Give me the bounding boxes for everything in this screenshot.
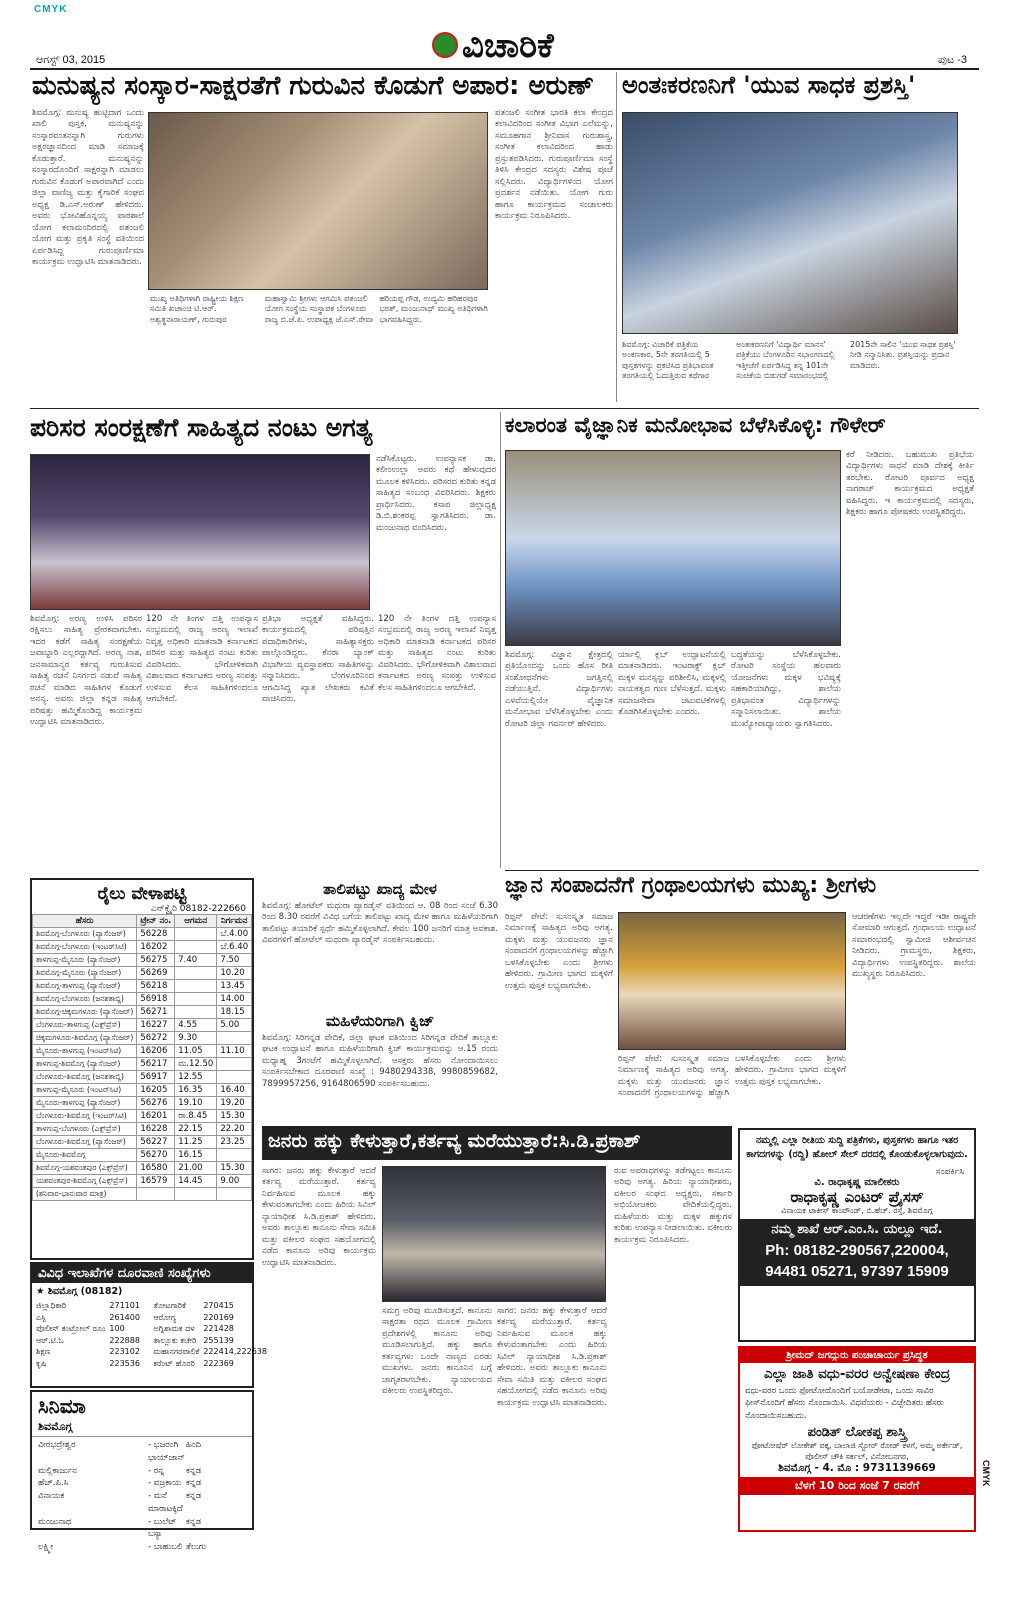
train-row	[33, 1188, 252, 1201]
phone-number: 222888	[109, 1335, 140, 1345]
theatre-name: ಲಕ್ಷ್ಮೀ	[38, 1542, 54, 1552]
ad-contact: ಸಂಪರ್ಕಿಸಿ	[935, 1166, 964, 1177]
train-cell: 56917	[137, 1071, 175, 1084]
train-cell: 14.00	[217, 993, 252, 1006]
train-cell: 56218	[137, 980, 175, 993]
train-row	[33, 1084, 252, 1097]
quiz-text: ಶಿವಮೊಗ್ಗ: ಸಿರಿಗನ್ನಡ ವೇದಿಕೆ, ಜಿಲ್ಲಾ ಘಟಕ ವತಿಯಿಂದ ಸಿರಿಗನ್ನಡ ವೇದಿಕೆ ತಾಲ್ಲೂಕು ಘಟಕ ಉದ್ಘಾಟನೆ ಹಾಗೂ ಮಹಿಳೆಯರಿಗಾಗಿ ಕ್ವಿಜ್ ಕಾರ್ಯಕ್ರಮವನ್ನು ಆ.15 ರಂದು ಮಧ್ಯಾಹ್ನ 3ಗಂಟೆಗೆ ಹಮ್ಮಿಕೊಳ್ಳಲಾಗಿದೆ. ಆಸಕ್ತರು ಹೆಸರು ನೋಂದಾಯಿಸಲು ಸಂಪರ್ಕಿಸಬೇಕಾದ ದೂರವಾಣಿ ಸಂಖ್ಯೆ : 9480294338, 9980859682, 7899957256, 9164806590 ಸಂಪರ್ಕಿಸಬಹುದು.	[262, 1033, 498, 1089]
train-cell: ಮ.12.50	[175, 1058, 217, 1071]
cinema-city: ಶಿವಮೊಗ್ಗ	[32, 1420, 252, 1437]
train-cell: 16205	[137, 1084, 175, 1097]
train-cell: 11.25	[175, 1136, 217, 1149]
story6-col2: ಸಮಗ್ರ ಅರಿವು ಮೂಡಿಸುತ್ತದೆ. ಕಾನೂನು ಸಾಕ್ಷರತಾ ರಥದ ಮೂಲಕ ಗ್ರಾಮೀಣ ಪ್ರದೇಶಗಳಲ್ಲಿ ಕಾನೂನು ಅರಿವು ಮೂಡಿಸಲಾಗುತ್ತಿದೆ. ಹಕ್ಕು ಹಾಗೂ ಕರ್ತವ್ಯಗಳು ಒಂದೇ ನಾಣ್ಯದ ಎರಡು ಮುಖಗಳು. ಜನರು ಕಾನೂನಿನ ಬಗ್ಗೆ ಜಾಗೃತರಾಗಬೇಕು. ನ್ಯಾಯಾಲಯದ ವಕೀಲರು ಉಪಸ್ಥಿತರಿದ್ದರು.	[382, 1306, 492, 1397]
movie-language: ಕನ್ನಡ	[186, 1465, 202, 1476]
theatre-name: ಮಂಜುನಾಥ	[38, 1516, 72, 1527]
train-cell: 18.15	[217, 1006, 252, 1019]
train-cell: 56271	[137, 1006, 175, 1019]
train-cell: 16.35	[175, 1084, 217, 1097]
train-cell: 56228	[137, 928, 175, 941]
story3-col1: ಶಿವಮೊಗ್ಗ: ಅರಣ್ಯ ಉಳಿಸಿ ಪರಿಸರ ರಕ್ಷಿಸಲು ಸಾಹಿತ್ಯ ಪ್ರೇರಕವಾಗಬೇಕು. ಇದರ ಕಡೆಗೆ ಸಾಹಿತ್ಯ ಸಂರಕ್ಷಣೆಯ ಜವಾಬ್ದಾರಿ ಎಲ್ಲರದ್ದಾಗಿದೆ. ಅರಣ್ಯ ನಾಶ, ಜನಸಾಮಾನ್ಯರ ಕರ್ತವ್ಯ ಗುರುತಿಸುವ ಸಾಹಿತ್ಯ ರಚನೆ ನಿಸರ್ಗದ ನಡುವೆ ಸಾಹಿತ್ಯ ರಚನೆ ಮಾಡಿದ ಸಾಹಿತಿಗಳ ಕೊಡುಗೆ ಅನನ್ಯ. ಅವರು ಜಿಲ್ಲಾ ಕನ್ನಡ ಸಾಹಿತ್ಯ ಪರಿಷತ್ತು ಹಮ್ಮಿಕೊಂಡಿದ್ದ ಕಾರ್ಯಕ್ರಮ ಉದ್ಘಾಟಿಸಿ ಮಾತನಾಡಿದರು.	[30, 614, 142, 728]
story1-caption: ಮುಖ್ಯ ಅತಿಥಿಗಳಾಗಿ ರಾಷ್ಟ್ರೀಯ ಶಿಕ್ಷಣ ಸಮಿತಿ ಖಜಾಂಚಿ ಟಿ.ಆರ್. ಅಶ್ವತ್ಥನಾರಾಯಣ್, ಗುರುಪುರ ಮಹಾಸ್ವಾಮಿ ಶ್ರೀಗಳು ಆಗಮಿಸಿ ಪತಂಜಲಿ ಯೋಗ ಸಂಸ್ಥೆಯ ಸಂಸ್ಥಾಪಕ ಬೆಂಗಳೂರು ರಾಜ್ಯ ಬಿ.ಜೆ.ಪಿ. ಉಪಾಧ್ಯಕ್ಷ ಜೆ.ಎಸ್.ರೇವಾ ಹರಿಯಪ್ಪ ಗೌಡ, ಉದ್ಯಮಿ ಹರಿಹರಪುರ ಭರತ್, ಮಂಜುನಾಥ್ ಮುಖ್ಯ ಅತಿಥಿಗಳಾಗಿ ಭಾಗವಹಿಸಿದ್ದರು.	[150, 294, 488, 324]
phone-number: 223102	[109, 1347, 140, 1357]
phone-dept: ತಾಲ್ಲೂಕು ಕಚೇರಿ	[153, 1335, 197, 1345]
story2-photo	[622, 112, 958, 334]
phone-number: 223536	[109, 1358, 140, 1368]
train-cell: ಶಿವಮೊಗ್ಗ-ತಾಳಗುಪ್ಪ (ಪ್ಯಾಸೆಂಜರ್)	[33, 980, 137, 993]
train-cell	[217, 1058, 252, 1071]
train-cell: ಶಿವಮೊಗ್ಗ-ಬೆಂಗಳೂರು (ಪ್ಯಾಸೆಂಜರ್)	[33, 928, 137, 941]
train-cell: ಬೆಂಗಳೂರು-ಶಿವಮೊಗ್ಗ (ಇಂಟರ್‌ಸಿಟಿ)	[33, 1110, 137, 1123]
ad-matrimony-address: ಫೋಟೋಷೆರ್ ಲೋಕೇಶ್ ಪಕ್ಕ, ಬಾಲಾಜಿ ಸ್ಟೋರ್ ರೋಡ್ ಕಳಗೆ, ಅಮ್ಮ ಅರ್ಕೇಡ್, ಪೊಲೀಸ್ ಚೌಕಿ ಸರ್ಕಲ್, ವಿನೋಬನಗರ,	[751, 1440, 963, 1462]
train-header: ಆಗಮನ	[175, 915, 217, 928]
train-row	[33, 1019, 252, 1032]
train-cell: 14.45	[175, 1175, 217, 1188]
story3-col4: ನಡೆಸಿಕೊಟ್ಟರು. ಉಪನ್ಯಾಸಕ ಡಾ. ಕಲೀಂಉಲ್ಲಾ ಅವರು ಕಥೆ ಹೇಳುವುದರ ಮೂಲಕ ಕಳಿಸಿದರು. ಪರಿಸರದ ಕುರಿತು ಕನ್ನಡ ಸಾಹಿತ್ಯದ ಸಂಬಂಧ ವಿವರಿಸಿದರು. ಶಿಕ್ಷಕರು ಪ್ರಾರ್ಥಿಸಿದರು. ಕಸಾಪ ಜಿಲ್ಲಾಧ್ಯಕ್ಷ ಡಿ.ಬಿ.ಶಂಕರಪ್ಪ ಸ್ವಾಗತಿಸಿದರು. ಡಾ. ಮಂಜುನಾಥ ವಂದಿಸಿದರು.	[376, 454, 496, 533]
ad-firm: ರಾಧಾಕೃಷ್ಣ ಎಂಟರ್ ಪ್ರೈಸಸ್	[790, 1187, 924, 1206]
theatre-name: ವೀರಭದ್ರೇಶ್ವರ	[38, 1440, 76, 1450]
story3-headline: ಪರಿಸರ ಸಂರಕ್ಷಣೆಗೆ ಸಾಹಿತ್ಯದ ನಂಟು ಅಗತ್ಯ	[30, 413, 373, 442]
train-row	[33, 1162, 252, 1175]
story6-headline: ಜನರು ಹಕ್ಕು ಕೇಳುತ್ತಾರೆ,ಕರ್ತವ್ಯ ಮರೆಯುತ್ತಾರೆ:ಸಿ.ಡಿ.ಪ್ರಕಾಶ್	[268, 1130, 641, 1152]
train-cell: 12.55	[175, 1071, 217, 1084]
train-cell: 16201	[137, 1110, 175, 1123]
train-row	[33, 980, 252, 993]
train-row	[33, 1175, 252, 1188]
story4-col2: ರ್ಯಾಲ್ಲಿ ಕ್ಲಬ್ ಉದ್ಘಾಟನೆಯಲ್ಲಿ ಮಾತನಾಡಿದರು. ಇಂಟರಾಕ್ಟ್ ಕ್ಲಬ್ ಮಕ್ಕಳ ಮನಸ್ಸನ್ನು ಪರಿಶೀಲಿಸಿ, ಮಕ್ಕಳಲ್ಲಿ ನಾಯಕತ್ವದ ಗುಣ ಬೆಳೆಸುತ್ತದೆ. ಮಕ್ಕಳು ಸಮಾಜಸೇವಾ ಚಟುವಟಿಕೆಗಳಲ್ಲಿ ತೊಡಗಿಸಿಕೊಳ್ಳಬೇಕು ಎಂದರು.	[618, 650, 726, 718]
phone-dept: ಅಗ್ನಿಶಾಮಕ ದಳ	[153, 1324, 195, 1334]
theatre-name: ವಿನಾಯಕ	[38, 1491, 65, 1501]
train-cell: 56918	[137, 993, 175, 1006]
train-row	[33, 1136, 252, 1149]
divider	[616, 72, 617, 402]
theatre-name: ಹೆಚ್.ಪಿ.ಸಿ	[38, 1478, 69, 1489]
train-cell	[137, 1188, 175, 1201]
train-cell	[175, 928, 217, 941]
phone-dept: ಆರ್.ಟಿ.ಓ	[36, 1335, 64, 1345]
train-cell: 15.30	[217, 1162, 252, 1175]
train-cell: ಮೈಸೂರು-ತಾಳಗುಪ್ಪ (ಪ್ಯಾಸೆಂಜರ್)	[33, 1097, 137, 1110]
scrap-paper-ad	[738, 1128, 976, 1342]
phone-number: 222414,222638	[203, 1347, 267, 1357]
train-row	[33, 1058, 252, 1071]
train-table	[32, 914, 252, 1201]
train-cell: 10.20	[217, 967, 252, 980]
movie-title: - ಮನೆ ಮಾರಾಟಕ್ಕಿದೆ	[148, 1491, 183, 1514]
issue-date: ಆಗಸ್ಟ್ 03, 2015	[36, 54, 106, 66]
masthead-logo-icon	[432, 32, 458, 58]
cinema-row	[38, 1477, 246, 1490]
story5-photo	[618, 912, 846, 1050]
phone-dept: ಕೃಷಿ	[36, 1358, 47, 1368]
train-row	[33, 954, 252, 967]
mela-title: ತಾಲಿಪಟ್ಟು ಖಾದ್ಯ ಮೇಳ	[323, 880, 437, 898]
ad-owner: ವಿ. ರಾಧಾಕೃಷ್ಣ ಮಾಲೀಕರು	[814, 1176, 900, 1188]
story4-col4: ಕರೆ ನೀಡಿದರು. ಬಹುಮುಖ ಪ್ರತಿಭೆಯ ವಿದ್ಯಾರ್ಥಿಗಳು ಸಾಧನೆ ಮಾಡಿ ದೇಶಕ್ಕೆ ಕೀರ್ತಿ ತರಬೇಕು. ರೋಟರಿ ಪೂರ್ವದ ಅಧ್ಯಕ್ಷ ನಾಗರಾಜ್ ಕಾರ್ಯಕ್ರಮದ ಅಧ್ಯಕ್ಷತೆ ವಹಿಸಿದ್ದರು. ಇ ಕಾರ್ಯಕ್ರಮದಲ್ಲಿ ಸದಸ್ಯರು, ಶಿಕ್ಷಕರು ಹಾಗೂ ಪೋಷಕರು ಉಪಸ್ಥಿತರಿದ್ದರು.	[846, 450, 974, 518]
train-cell: ತಾಳಗುಪ್ಪ-ಶಿವಮೊಗ್ಗ (ಪ್ಯಾಸೆಂಜರ್)	[33, 1058, 137, 1071]
phones-code: ★ ಶಿವಮೊಗ್ಗ (08182)	[36, 1286, 123, 1297]
train-cell: 22.15	[175, 1123, 217, 1136]
ad-matrimony-title: ಎಲ್ಲಾ ಜಾತಿ ವಧು-ವರರ ಅನ್ವೇಷಣಾ ಕೇಂದ್ರ	[763, 1366, 951, 1382]
phone-number: 100	[109, 1324, 125, 1334]
train-cell: ಯಶವಂತಪುರ-ಶಿವಮೊಗ್ಗ (ಎಕ್ಸ್‌ಪ್ರೆಸ್)	[33, 1175, 137, 1188]
ad-firm-address: ವಿನಾಯಕ ಟಾಕೀಸ್ ಕಾಂಪೌಂಡ್, ಬಿ.ಹೆಚ್. ರಸ್ತೆ, ಶಿವಮೊಗ್ಗ	[781, 1205, 933, 1215]
train-cell: 4.55	[175, 1019, 217, 1032]
train-row	[33, 1123, 252, 1136]
story1-photo	[148, 112, 488, 290]
story6-col2b: ಸಾಗರ: ಜನರು ಹಕ್ಕು ಕೇಳುತ್ತಾರೆ ಆದರೆ ಕರ್ತವ್ಯ ಮರೆಯುತ್ತಾರೆ. ಕರ್ತವ್ಯ ನಿರ್ವಹಿಸುವ ಮೂಲಕ ಹಕ್ಕು ಕೇಳುವಂತಾಗಬೇಕು ಎಂದು ಹಿರಿಯ ಸಿವಿಲ್ ನ್ಯಾಯಾಧೀಶ ಸಿ.ಡಿ.ಪ್ರಕಾಶ್ ಹೇಳಿದರು. ಅವರು ತಾಲ್ಲೂಕು ಕಾನೂನು ಸೇವಾ ಸಮಿತಿ ಮತ್ತು ವಕೀಲರ ಸಂಘದ ಸಹಯೋಗದಲ್ಲಿ ನಡೆದ ಕಾನೂನು ಅರಿವು ಕಾರ್ಯಕ್ರಮ ಉದ್ಘಾಟಿಸಿ ಮಾತನಾಡಿದರು.	[497, 1306, 607, 1408]
divider	[500, 412, 501, 868]
train-cell: 11.10	[217, 1045, 252, 1058]
story2-headline: ಅಂತಃಕರಣನಿಗೆ 'ಯುವ ಸಾಧಕ ಪ್ರಶಸ್ತಿ'	[622, 71, 916, 99]
train-cell: 16579	[137, 1175, 175, 1188]
train-cell: ಶಿವಮೊಗ್ಗ-ಯಶವಂತಪುರ (ಎಕ್ಸ್‌ಪ್ರೆಸ್)	[33, 1162, 137, 1175]
story1-col1: ಶಿವಮೊಗ್ಗ: ಮನುಷ್ಯ ಹುಟ್ಟಿದಾಗ ಒಂದು ಖಾಲಿ ಪುಸ್ತಕ, ಮನುಷ್ಯನನ್ನು ಸಂಸ್ಕಾರವಂತನನ್ನಾಗಿ ಗುರುಗಳು ಅಕ್ಷರಜ್ಞಾನದಿಂದ ಮಾಡಿ ಸಮಾಜಕ್ಕೆ ಕೊಡುತ್ತಾರೆ. ಮನುಷ್ಯನನ್ನು ಸಂಸ್ಕಾರದೊಂದಿಗೆ ಸಾಕ್ಷರನ್ನಾಗಿ ಮಾಡಲು ಗುರುವಿನ ಕೊಡುಗೆ ಅಪಾರವಾಗಿದೆ ಎಂದು ಜಿಲ್ಲಾ ವಾಣಿಜ್ಯ ಮತ್ತು ಕೈಗಾರಿಕೆ ಸಂಘದ ಅಧ್ಯಕ್ಷ ಡಿ.ಎಸ್.ಅರುಣ್ ಹೇಳಿದರು. ಅವರು ಭೋವಿಹೊನ್ನಯ್ಯ ಪಾಠಶಾಲೆ ಯೋಗ ಕಲಾಮಂದಿರದಲ್ಲಿ ಪತಂಜಲಿ ಯೋಗ ಮತ್ತು ಪ್ರಕೃತಿ ಸಂಸ್ಥೆ ವತಿಯಿಂದ ಏರ್ಪಡಿಸಿದ್ದ ಗುರುಪೂರ್ಣಿಮಾ ಕಾರ್ಯಕ್ರಮ ಉದ್ಘಾಟಿಸಿ ಮಾತನಾಡಿದರು.	[32, 108, 144, 268]
quiz-title: ಮಹಿಳೆಯರಿಗಾಗಿ ಕ್ವಿಜ್	[325, 1012, 435, 1030]
ad-matrimony-name: ಪಂಡಿತ್ ಲೋಕಪ್ಪ ಶಾಸ್ತ್ರಿ	[807, 1424, 907, 1440]
story5-col2: ಆಚರಣೆಗಳು ಇಲ್ಲದೇ ಇದ್ದರೆ ಇಡೀ ರಾಷ್ಟ್ರವೇ ಸೋಮಾರಿ ಆಗುತ್ತದೆ. ಗ್ರಂಥಾಲಯ ಉದ್ಘಾಟನೆ ಸಮಾರಂಭದಲ್ಲಿ ಸ್ವಾಮೀಜಿ ಆಶೀರ್ವಚನ ನೀಡಿದರು. ಗ್ರಾಮಸ್ಥರು, ಶಿಕ್ಷಕರು, ವಿದ್ಯಾರ್ಥಿಗಳು ಉಪಸ್ಥಿತರಿದ್ದರು. ಶಾಲೆಯ ಮುಖ್ಯಸ್ಥರು ನಿರೂಪಿಸಿದರು.	[852, 912, 976, 980]
train-row	[33, 1149, 252, 1162]
story2-caption: ಶಿವಮೊಗ್ಗ: ವಿಚಾರಿಕೆ ಪತ್ರಿಕೆಯ ಅಂಕಣಕಾರ, 5ನೇ ತರಗತಿಯಲ್ಲಿ 5 ಪುಸ್ತಕಗಳನ್ನು ಪ್ರಕಟಿಸಿದ ಪ್ರತಿಭಾವಂತ ತರಗತಿಯಲ್ಲಿ ಓದುತ್ತಿರುವ ಕಥೆಗಾರ ಅಂತಃಕರಣನಿಗೆ 'ವಿದ್ಯಾರ್ಥಿ ಮಾನಸ' ಪತ್ರಿಕೆಯು ಬೆಂಗಳೂರಿನ ಸಭಾಂಗಣದಲ್ಲಿ ಇತ್ತೀಚೆಗೆ ಏರ್ಪಡಿಸಿದ್ದ ತನ್ನ 101ನೇ ಸಂಚಿಕೆಯ ಬಿಡುಗಡೆ ಸಮಾರಂಭದಲ್ಲಿ 2015ನೇ ಸಾಲಿನ 'ಯುವ ಸಾಧಕ ಪ್ರಶಸ್ತಿ' ನೀಡಿ ಸನ್ಮಾನಿಸಿತು. ಪ್ರಶಸ್ತಿಯನ್ನು ಪ್ರದಾನ ಮಾಡಿದರು.	[622, 340, 956, 381]
matrimony-ad	[738, 1346, 976, 1532]
mela-text: ಶಿವಮೊಗ್ಗ: ಹೋಟೆಲ್ ಮಥುರಾ ಪ್ಯಾರಡೈಸ್ ವತಿಯಿಂದ ಆ. 08 ರಿಂದ ಸಂಜೆ 6.30 ರಿಂದ 8.30 ರವರೆಗೆ ವಿವಿಧ ಬಗೆಯ ತಾಲಿಪಟ್ಟು ಖಾದ್ಯ ಮೇಳ ಹಾಗೂ ಮಹಿಳೆಯರಿಗಾಗಿ ತಾಲಿಪಟ್ಟು ತಯಾರಿಕೆ ಸ್ಪರ್ಧೆ ಹಮ್ಮಿಕೊಳ್ಳಲಾಗಿದೆ. ಕೇವಲ 100 ಜನರಿಗೆ ಮಾತ್ರ ಅವಕಾಶ. ವಿವರಗಳಿಗೆ ಹೋಟೆಲ್ ಮಥುರಾ ಪ್ಯಾರಡೈಸ್ ಸಂಪರ್ಕಿಸಬಹುದು.	[262, 901, 498, 946]
train-cell: ತಾಳಗುಪ್ಪ-ಮೈಸೂರು (ಪ್ಯಾಸೆಂಜರ್)	[33, 954, 137, 967]
movie-title: - ಬಾಹುಬಲಿ	[148, 1542, 183, 1552]
train-cell: 15.30	[217, 1110, 252, 1123]
ad-matrimony-phone: ಶಿವಮೊಗ್ಗ - 4. ಮೊ : 9731139669	[778, 1462, 936, 1475]
ad-matrimony-text: ವಧು-ವರರ ಒಂದು ಫೋಟೋದೊಂದಿಗೆ ಬಯೋಡೇಟಾ, ಒಂದು ಸಾವಿರ ಫೀಸ್‌ನೊಂದಿಗೆ ಹೆಸರು ನೊಂದಾಯಿಸಿ. ವಿಧವೆಯರು - ವಿಚ್ಛೇದಿತರು ಹೆಸರು ನೊಂದಾಯಿಸಬಹುದು.	[745, 1386, 944, 1421]
phone-number: 271101	[109, 1301, 140, 1310]
train-cell: 16227	[137, 1019, 175, 1032]
story1-headline: ಮನುಷ್ಯನ ಸಂಸ್ಕಾರ-ಸಾಕ್ಷರತೆಗೆ ಗುರುವಿನ ಕೊಡುಗೆ ಅಪಾರ: ಅರುಣ್	[32, 71, 594, 101]
train-cell: 56217	[137, 1058, 175, 1071]
story1-col2: ಪತಂಜಲಿ ಸಂಗೀತ ಭಾರತಿ ಕಲಾ ಕೇಂದ್ರದ ಕಲಾವಿದರಿಂದ ಸಂಗೀತ ವಿಭಾಗ ಎಲೆಮನ್ನು, ಸಮೂಹಗಾನ ಶ್ರೀನಿವಾಸ ಗುರುಶಾಸ್ತ್ರ, ಸಂಗೀತ ಕಲಾವಿದರಿಂದ ಹಾಡು ಪ್ರಸ್ತುತಪಡಿಸಿದರು. ಗುರುಪೂರ್ಣಿಮಾ ಸಂಸ್ಥೆ ತಿಳಿಸಿ ಕೇಂದ್ರದ ಸದಸ್ಯರು ವಿಶೇಷ ಪೂಜೆ ಸಲ್ಲಿಸಿದರು. ವಿದ್ಯಾರ್ಥಿಗಳಿಂದ ಯೋಗ ಪ್ರದರ್ಶನ ನಡೆಯಿತು. ಯೋಗ ಗುರು ಹಾಗೂ ಕಾರ್ಯಕ್ರಮದ ಸಂಚಾಲಕರು ಕಾರ್ಯಕ್ರಮ ನಿರೂಪಿಸಿದರು.	[495, 108, 613, 222]
train-cell: ಮೈಸೂರು-ಶಿವಮೊಗ್ಗ	[33, 1149, 137, 1162]
train-cell: 16580	[137, 1162, 175, 1175]
train-cell: 56270	[137, 1149, 175, 1162]
ad-branch: ನಮ್ಮ ಶಾಖೆ ಆರ್.ಎಂ.ಸಿ. ಯಲ್ಲೂ ಇದೆ.	[740, 1219, 974, 1240]
phone-dept: ಜಿಲ್ಲಾಧಿಕಾರಿ	[36, 1301, 67, 1310]
train-row	[33, 1006, 252, 1019]
train-cell	[217, 1149, 252, 1162]
phone-dept: ತೋಟಗಾರಿಕೆ	[153, 1301, 186, 1310]
section-rule	[505, 870, 979, 871]
story3-photo	[30, 454, 370, 610]
train-cell: 9.30	[175, 1032, 217, 1045]
cmyk-mark-side: CMYK	[981, 1460, 991, 1487]
movie-title: - ಬುಲೆಟ್ ಬಸ್ಯಾ	[148, 1516, 177, 1540]
phone-dept: ಮಹಾನಗರಪಾಲಿಕೆ	[153, 1347, 200, 1357]
phone-dept: ಕರೆಂಟ್ ಹೊರರಿ	[153, 1358, 195, 1368]
train-cell: ಬೆಂಗಳೂರು-ಶಿವಮೊಗ್ಗ (ಜನಶತಾಬ್ದಿ)	[33, 1071, 137, 1084]
ad-phone2: 94481 05271, 97397 15909	[740, 1261, 974, 1286]
section-rule	[30, 408, 979, 409]
train-cell: 19.10	[175, 1097, 217, 1110]
ad-papers-text: ನಮ್ಮಲ್ಲಿ ಎಲ್ಲಾ ರೀತಿಯ ಸುದ್ದಿ ಪತ್ರಿಕೆಗಳು, ಪುಸ್ತಕಗಳು ಹಾಗೂ ಇತರ ಕಾಗದಗಳನ್ನು (ರದ್ದಿ) ಹೋಲ್ ಸೇಲ್ ದರದಲ್ಲಿ ಕೊಂಡುಕೊಳ್ಳಲಾಗುವುದು.	[746, 1135, 968, 1161]
phone-dept: ಶಿಕ್ಷಣ	[36, 1347, 51, 1357]
train-row	[33, 1097, 252, 1110]
train-cell: ರಾ.8.45	[175, 1110, 217, 1123]
train-cell: 7.40	[175, 954, 217, 967]
train-cell: 23.25	[217, 1136, 252, 1149]
phone-number: 270415	[203, 1301, 234, 1310]
story5-col1: ರಿಪ್ಪನ್ ಪೇಟೆ: ಸುಸಂಸ್ಕೃತ ಸಮಾಜ ನಿರ್ಮಾಣಕ್ಕೆ ಸಾಹಿತ್ಯದ ಅರಿವು ಅಗತ್ಯ. ಮಕ್ಕಳು ಮತ್ತು ಯುವಜನರು ಜ್ಞಾನ ಸಂಪಾದನೆಗೆ ಗ್ರಂಥಾಲಯಗಳನ್ನು ಹೆಚ್ಚಾಗಿ ಬಳಸಿಕೊಳ್ಳಬೇಕು ಎಂದು ಶ್ರೀಗಳು ಹೇಳಿದರು. ಗ್ರಾಮೀಣ ಭಾಗದ ಮಕ್ಕಳಿಗೆ ಉತ್ತಮ ಪುಸ್ತಕ ಲಭ್ಯವಾಗಬೇಕು.	[505, 912, 613, 991]
train-cell	[175, 980, 217, 993]
train-row	[33, 928, 252, 941]
train-cell: 5.00	[217, 1019, 252, 1032]
movie-language: ಕನ್ನಡ	[186, 1478, 202, 1489]
movie-title: - ರನ್ನ	[148, 1465, 165, 1476]
train-cell	[175, 941, 217, 954]
ad-phone1: Ph: 08182-290567,220004,	[740, 1240, 974, 1261]
ad-matrimony-time: ಬೆಳಗೆ 10 ರಿಂದ ಸಂಜೆ 7 ರವರೆಗೆ	[740, 1477, 974, 1495]
ad-matrimony-banner: ಶ್ರೀಮದ್ ಜಗದ್ಗುರು ಪಂಚಾಚಾರ್ಯ ಪ್ರಸಿದ್ಧತ	[740, 1348, 974, 1363]
phone-number: 261400	[109, 1312, 140, 1322]
train-row	[33, 993, 252, 1006]
train-cell: ಬೆ.6.40	[217, 941, 252, 954]
train-cell: ತಾಳಗುಪ್ಪ-ಮೈಸೂರು (ಇಂಟರ್‌ಸಿಟಿ)	[33, 1084, 137, 1097]
cinema-row	[38, 1541, 246, 1554]
train-row	[33, 967, 252, 980]
train-row	[33, 1110, 252, 1123]
movie-title: - ವಜ್ರಕಾಯ	[148, 1478, 182, 1489]
train-cell: ಮೈಸೂರು-ತಾಳಗುಪ್ಪ (ಇಂಟರ್‌ಸಿಟಿ)	[33, 1045, 137, 1058]
train-cell: 56269	[137, 967, 175, 980]
train-cell	[175, 993, 217, 1006]
train-cell: 16.15	[175, 1149, 217, 1162]
train-cell: ಬೆ.4.00	[217, 928, 252, 941]
cmyk-mark: CMYK	[34, 4, 68, 15]
train-cell	[217, 1032, 252, 1045]
train-cell: (ಶನಿವಾರ-ಭಾನುವಾರ ಮಾತ್ರ)	[33, 1188, 137, 1201]
story5-col3: ರಿಪ್ಪನ್ ಪೇಟೆ: ಸುಸಂಸ್ಕೃತ ಸಮಾಜ ನಿರ್ಮಾಣಕ್ಕೆ ಸಾಹಿತ್ಯದ ಅರಿವು ಅಗತ್ಯ. ಮಕ್ಕಳು ಮತ್ತು ಯುವಜನರು ಜ್ಞಾನ ಸಂಪಾದನೆಗೆ ಗ್ರಂಥಾಲಯಗಳನ್ನು ಹೆಚ್ಚಾಗಿ ಬಳಸಿಕೊಳ್ಳಬೇಕು ಎಂದು ಶ್ರೀಗಳು ಹೇಳಿದರು. ಗ್ರಾಮೀಣ ಭಾಗದ ಮಕ್ಕಳಿಗೆ ಉತ್ತಮ ಪುಸ್ತಕ ಲಭ್ಯವಾಗಬೇಕು.	[618, 1054, 846, 1099]
train-row	[33, 1032, 252, 1045]
header-rule	[30, 68, 979, 70]
phone-dept: ಎಸ್ಪಿ	[36, 1312, 46, 1322]
masthead-title: ವಿಚಾರಿಕೆ	[462, 26, 554, 66]
phones-title: ವಿವಿಧ ಇಲಾಖೆಗಳ ದೂರವಾಣಿ ಸಂಖ್ಯೆಗಳು	[32, 1264, 252, 1283]
movie-language: ತೆಲುಗು	[186, 1542, 207, 1552]
movie-language: ಕನ್ನಡ	[186, 1516, 202, 1527]
story4-col1: ಶಿವಮೊಗ್ಗ: ವಿಜ್ಞಾನ ಕ್ಷೇತ್ರದಲ್ಲಿ ಪ್ರತಿಯೊಂದನ್ನು ಒಂದು ಹೊಸ ರೀತಿ ಸಂಶೋಧನೆಗಳು ಜಗತ್ತಿನಲ್ಲಿ ನಡೆಯುತ್ತಿವೆ. ವಿದ್ಯಾರ್ಥಿಗಳು ಎಳವೆಯಲ್ಲಿಯೇ ವೈಜ್ಞಾನಿಕ ಮನೋಭಾವ ಬೆಳೆಸಿಕೊಳ್ಳಬೇಕು ಎಂದು ರೋಟರಿ ಜಿಲ್ಲಾ ಗವರ್ನರ್ ಹೇಳಿದರು.	[505, 650, 613, 729]
train-cell: 56275	[137, 954, 175, 967]
story3-col3: ಪ್ರತಿಭಾ ಅಧ್ಯಕ್ಷತೆ ವಹಿಸಿದ್ದರು. ಕಾರ್ಯಕ್ರಮದಲ್ಲಿ ಪರಿಷತ್ತಿನ ಪದಾಧಿಕಾರಿಗಳು, ಸಾಹಿತ್ಯಾಸಕ್ತರು ಪಾಲ್ಗೊಂಡಿದ್ದರು. ಕೆನರಾ ಬ್ಯಾಂಕ್ ವಿಭಾಗೀಯ ವ್ಯವಸ್ಥಾಪಕರು ಸಾಹಿತಿಗಳನ್ನು ಸನ್ಮಾನಿಸಿದರು. ಬೆಂಗಳೂರಿನಿಂದ ಆಗಮಿಸಿದ್ದ ಖ್ಯಾತ ಲೇಖಕರು ಕವಿತೆ ವಾಚಿಸಿದರು.	[262, 614, 374, 705]
train-cell: 13.45	[217, 980, 252, 993]
train-cell: 16202	[137, 941, 175, 954]
mela-notice	[262, 880, 498, 1008]
story5-headline: ಜ್ಞಾನ ಸಂಪಾದನೆಗೆ ಗ್ರಂಥಾಲಯಗಳು ಮುಖ್ಯ: ಶ್ರೀಗಳು	[505, 873, 877, 898]
cinema-title: ಸಿನಿಮಾ	[38, 1394, 86, 1418]
story6-col1: ಸಾಗರ: ಜನರು ಹಕ್ಕು ಕೇಳುತ್ತಾರೆ ಆದರೆ ಕರ್ತವ್ಯ ಮರೆಯುತ್ತಾರೆ. ಕರ್ತವ್ಯ ನಿರ್ವಹಿಸುವ ಮೂಲಕ ಹಕ್ಕು ಕೇಳುವಂತಾಗಬೇಕು ಎಂದು ಹಿರಿಯ ಸಿವಿಲ್ ನ್ಯಾಯಾಧೀಶ ಸಿ.ಡಿ.ಪ್ರಕಾಶ್ ಹೇಳಿದರು. ಅವರು ತಾಲ್ಲೂಕು ಕಾನೂನು ಸೇವಾ ಸಮಿತಿ ಮತ್ತು ವಕೀಲರ ಸಂಘದ ಸಹಯೋಗದಲ್ಲಿ ನಡೆದ ಕಾನೂನು ಅರಿವು ಕಾರ್ಯಕ್ರಮ ಉದ್ಘಾಟಿಸಿ ಮಾತನಾಡಿದರು.	[262, 1166, 376, 1268]
train-row	[33, 1045, 252, 1058]
train-cell: 19.20	[217, 1097, 252, 1110]
train-timetable-box	[30, 878, 254, 1260]
phone-number: 220169	[203, 1312, 234, 1322]
train-title: ರೈಲು ವೇಳಾಪಟ್ಟಿ	[97, 884, 187, 904]
train-cell: 16228	[137, 1123, 175, 1136]
train-cell: 22.20	[217, 1123, 252, 1136]
train-cell: ತಾಳಗುಪ್ಪ-ಬೆಂಗಳೂರು (ಎಕ್ಸ್‌ಪ್ರೆಸ್)	[33, 1123, 137, 1136]
train-cell: 11.05	[175, 1045, 217, 1058]
phone-number: 222369	[203, 1358, 234, 1368]
movie-language: ಕನ್ನಡ	[186, 1491, 202, 1501]
train-cell: ಬೆಂಗಳೂರು-ತಾಳಗುಪ್ಪ (ಎಕ್ಸ್‌ಪ್ರೆಸ್)	[33, 1019, 137, 1032]
story6-photo	[382, 1166, 606, 1302]
train-cell	[217, 1071, 252, 1084]
movie-language: ಹಿಂದಿ	[186, 1440, 202, 1450]
phone-number: 221428	[203, 1324, 234, 1334]
train-cell: 7.50	[217, 954, 252, 967]
phone-directory-box	[30, 1262, 267, 1388]
cinema-row	[38, 1490, 246, 1516]
train-cell: 21.00	[175, 1162, 217, 1175]
train-cell: 16.40	[217, 1084, 252, 1097]
phone-number: 255139	[203, 1335, 234, 1345]
story3-col2: 120 ನೇ ತಿಂಗಳ ದತ್ತಿ ಉಪನ್ಯಾಸ ಸಂಭ್ರಮದಲ್ಲಿ ರಾಜ್ಯ ಅರಣ್ಯ ಇಲಾಖೆ ನಿವೃತ್ತ ಅಧಿಕಾರಿ ಮಾತನಾಡಿ ಕರ್ನಾಟಕದ ಪರಿಸರ ಮತ್ತು ಸಾಹಿತ್ಯದ ನಂಟು ಕುರಿತು ವಿವರಿಸಿದರು. ಭೌಗೋಳಿಕವಾಗಿ ವಿಶಾಲವಾದ ಕರ್ನಾಟಕದ ಅರಣ್ಯ ಸಂಪತ್ತು ಉಳಿಸುವ ಕೆಲಸ ಸಾಹಿತಿಗಳಿಂದಲೂ ಆಗಬೇಕಿದೆ.	[146, 614, 258, 705]
story4-headline: ಕಲಾರಂತ ವೈಜ್ಞಾನಿಕ ಮನೋಭಾವ ಬೆಳೆಸಿಕೊಳ್ಳಿ: ಗೌಳೇರ್	[505, 413, 886, 437]
phone-dept: ಆರೋಗ್ಯ	[153, 1312, 177, 1322]
train-header: ನಿರ್ಗಮನ	[217, 915, 252, 928]
movie-title: - ಭಜರಂಗಿ ಭಾಯ್‌ಜಾನ್	[148, 1440, 185, 1463]
cinema-row	[38, 1516, 246, 1542]
story6-col3: ರುವ ಅಪರಾಧಗಳನ್ನು ತಡೆಗಟ್ಟಲು ಕಾನೂನು ಅರಿವು ಅಗತ್ಯ. ಹಿರಿಯ ನ್ಯಾಯಾಧೀಶರು, ವಕೀಲರ ಸಂಘದ ಅಧ್ಯಕ್ಷರು, ಸರ್ಕಾರಿ ಅಭಿಯೋಜಕರು ವೇದಿಕೆಯಲ್ಲಿದ್ದರು. ಮಹಿಳೆಯರು ಮತ್ತು ಮಕ್ಕಳ ಹಕ್ಕುಗಳ ಕುರಿತು ಉಪನ್ಯಾಸ ನೀಡಲಾಯಿತು. ವಕೀಲರು ಕಾರ್ಯಕ್ರಮ ನಿರೂಪಿಸಿದರು.	[614, 1166, 732, 1245]
train-cell: ಶಿವಮೊಗ್ಗ-ಮೈಸೂರು (ಪ್ಯಾಸೆಂಜರ್)	[33, 967, 137, 980]
story4-photo	[505, 450, 841, 646]
train-cell: ಶಿವಮೊಗ್ಗ-ಬೆಂಗಳೂರು (ಜನಶತಾಬ್ದಿ)	[33, 993, 137, 1006]
cinema-row	[38, 1465, 246, 1478]
train-cell: 56272	[137, 1032, 175, 1045]
train-row	[33, 941, 252, 954]
train-cell: 56276	[137, 1097, 175, 1110]
train-cell: ಶಿವಮೊಗ್ಗ-ಬೆಂಗಳೂರು (ಇಂಟರ್‌ಸಿಟಿ)	[33, 941, 137, 954]
train-cell: ಚಿಕ್ಕಮಗಳೂರು-ಶಿವಮೊಗ್ಗ (ಪ್ಯಾಸೆಂಜರ್)	[33, 1032, 137, 1045]
train-header: ಹೆಸರು	[33, 915, 137, 928]
train-row	[33, 1071, 252, 1084]
phone-dept: ಪೊಲೀಸ್ ಕಂಟ್ರೋಲ್ ರೂಂ	[36, 1324, 106, 1334]
page-number: ಪುಟ -3	[938, 54, 967, 66]
quiz-notice	[262, 1012, 498, 1120]
train-cell: 9.00	[217, 1175, 252, 1188]
train-cell	[175, 967, 217, 980]
cinema-row	[38, 1439, 246, 1465]
train-cell: 56227	[137, 1136, 175, 1149]
train-cell: ಶಿವಮೊಗ್ಗ-ಚಿಕ್ಕಮಗಳೂರು (ಪ್ಯಾಸೆಂಜರ್)	[33, 1006, 137, 1019]
story3-col4b: 120 ನೇ ತಿಂಗಳ ದತ್ತಿ ಉಪನ್ಯಾಸ ಸಂಭ್ರಮದಲ್ಲಿ ರಾಜ್ಯ ಅರಣ್ಯ ಇಲಾಖೆ ನಿವೃತ್ತ ಅಧಿಕಾರಿ ಮಾತನಾಡಿ ಕರ್ನಾಟಕದ ಪರಿಸರ ಮತ್ತು ಸಾಹಿತ್ಯದ ನಂಟು ಕುರಿತು ವಿವರಿಸಿದರು. ಭೌಗೋಳಿಕವಾಗಿ ವಿಶಾಲವಾದ ಕರ್ನಾಟಕದ ಅರಣ್ಯ ಸಂಪತ್ತು ಉಳಿಸುವ ಕೆಲಸ ಸಾಹಿತಿಗಳಿಂದಲೂ ಆಗಬೇಕಿದೆ.	[378, 614, 496, 693]
train-enquiry: ಎನ್‌ಕ್ವೈರಿ 08182-222660	[150, 904, 246, 914]
train-cell	[175, 1188, 217, 1201]
train-cell: 16206	[137, 1045, 175, 1058]
story4-col3: ಬದ್ಧತೆಯನ್ನು ಬೆಳೆಸಿಕೊಳ್ಳಬೇಕು. ರೋಟರಿ ಸಂಸ್ಥೆಯ ಹಲವಾರು ಯೋಜನೆಗಳು ಮಕ್ಕಳ ಭವಿಷ್ಯಕ್ಕೆ ಸಹಕಾರಿಯಾಗಿದ್ದು, ಶಾಲೆಯ ಪ್ರತಿಭಾವಂತ ವಿದ್ಯಾರ್ಥಿಗಳನ್ನು ಸನ್ಮಾನಿಸಲಾಯಿತು. ಶಾಲೆಯ ಮುಖ್ಯೋಪಾಧ್ಯಾಯರು ಸ್ವಾಗತಿಸಿದರು.	[731, 650, 841, 729]
theatre-name: ಮಲ್ಲಿಕಾರ್ಜುನ	[38, 1465, 77, 1476]
train-cell	[217, 1188, 252, 1201]
cinema-box	[30, 1390, 254, 1552]
train-header: ಟ್ರೇನ್ ನಂ.	[137, 915, 175, 928]
train-cell: ಬೆಂಗಳೂರು-ಶಿವಮೊಗ್ಗ (ಪ್ಯಾಸೆಂಜರ್)	[33, 1136, 137, 1149]
train-cell	[175, 1006, 217, 1019]
